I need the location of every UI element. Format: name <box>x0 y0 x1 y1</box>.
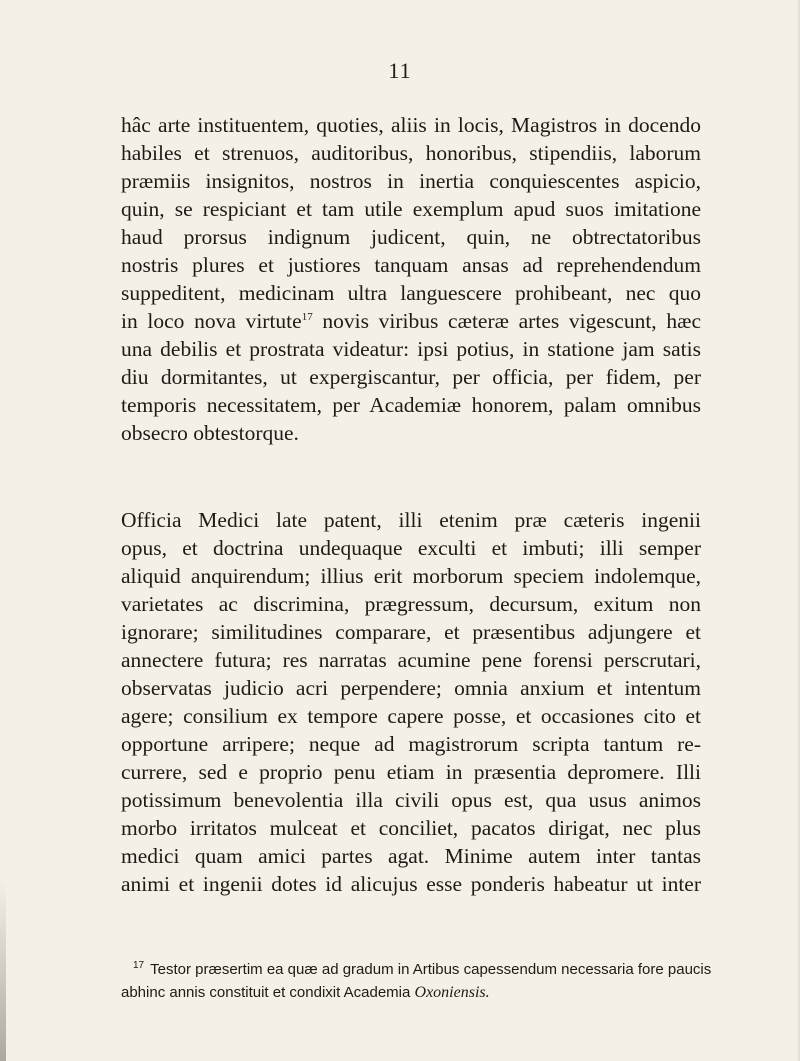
text-line: haud prorsus indignum judicent, quin, ne obtrectatoribus <box>121 225 701 249</box>
page-margin-stain <box>0 880 6 1061</box>
footnote <box>121 954 712 1004</box>
text-segment: in loco nova virtute <box>121 309 302 333</box>
footnote-marker: 17 <box>133 960 145 971</box>
page-number: 11 <box>388 58 412 83</box>
text-line: habiles et strenuos, auditoribus, honoribus, stipendiis, laborum <box>121 141 701 165</box>
footnote-italic-text: Oxoniensis. <box>414 984 490 1001</box>
text-line: obsecro obtestorque. <box>121 421 299 445</box>
text-line: potissimum benevolentia illa civili opus est, qua usus animos <box>121 788 701 812</box>
text-line: medici quam amici partes agat. Minime autem inter tantas <box>121 844 701 868</box>
footnote-text: Testor præsertim ea quæ ad gradum in Artibus capessendum necessaria fore paucis <box>150 961 712 978</box>
text-line: aliquid anquirendum; illius erit morborum speciem indolemque, <box>121 564 701 588</box>
text-line: diu dormitantes, ut expergiscantur, per officia, per fidem, per <box>121 365 701 389</box>
text-line: hâc arte instituentem, quoties, aliis in locis, Magistros in docendo <box>121 113 701 137</box>
footnote-reference: 17 <box>301 310 313 323</box>
text-line: animi et ingenii dotes id alicujus esse ponderis habeatur ut inter <box>121 872 701 896</box>
footnote-line <box>121 954 712 981</box>
text-line: morbo irritatos mulceat et conciliet, pacatos dirigat, nec plus <box>121 816 701 840</box>
text-line: annectere futura; res narratas acumine pene forensi perscrutari, <box>121 648 701 672</box>
paragraph-2 <box>121 506 701 898</box>
text-line: temporis necessitatem, per Academiæ honorem, palam omnibus <box>121 393 701 417</box>
footnote-line <box>121 981 701 1004</box>
text-line: ignorare; similitudines comparare, et præsentibus adjungere et <box>121 620 701 644</box>
text-line: agere; consilium ex tempore capere posse, et occasiones cito et <box>121 704 701 728</box>
text-line: suppeditent, medicinam ultra languescere prohibeant, nec quo <box>121 281 701 305</box>
text-line: opportune arripere; neque ad magistrorum scripta tantum re- <box>121 732 701 756</box>
text-line: una debilis et prostrata videatur: ipsi potius, in statione jam satis <box>121 337 701 361</box>
text-line: præmiis insignitos, nostros in inertia conquiescentes aspicio, <box>121 169 701 193</box>
text-line: nostris plures et justiores tanquam ansas ad reprehendendum <box>121 253 701 277</box>
text-line: currere, sed e proprio penu etiam in præsentia depromere. Illi <box>121 760 701 784</box>
text-line-with-footnote-ref <box>121 307 701 335</box>
text-segment: novis viribus cæteræ artes vigescunt, hæc <box>312 309 701 333</box>
text-line: varietates ac discrimina, prægressum, decursum, exitum non <box>121 592 701 616</box>
text-line: observatas judicio acri perpendere; omnia anxium et intentum <box>121 676 701 700</box>
text-line: quin, se respiciant et tam utile exemplum apud suos imitatione <box>121 197 701 221</box>
text-line: opus, et doctrina undequaque exculti et imbuti; illi semper <box>121 536 701 560</box>
paragraph-1 <box>121 111 701 447</box>
text-line: Officia Medici late patent, illi etenim præ cæteris ingenii <box>121 508 701 532</box>
footnote-text: abhinc annis constituit et condixit Academia <box>121 984 415 1001</box>
